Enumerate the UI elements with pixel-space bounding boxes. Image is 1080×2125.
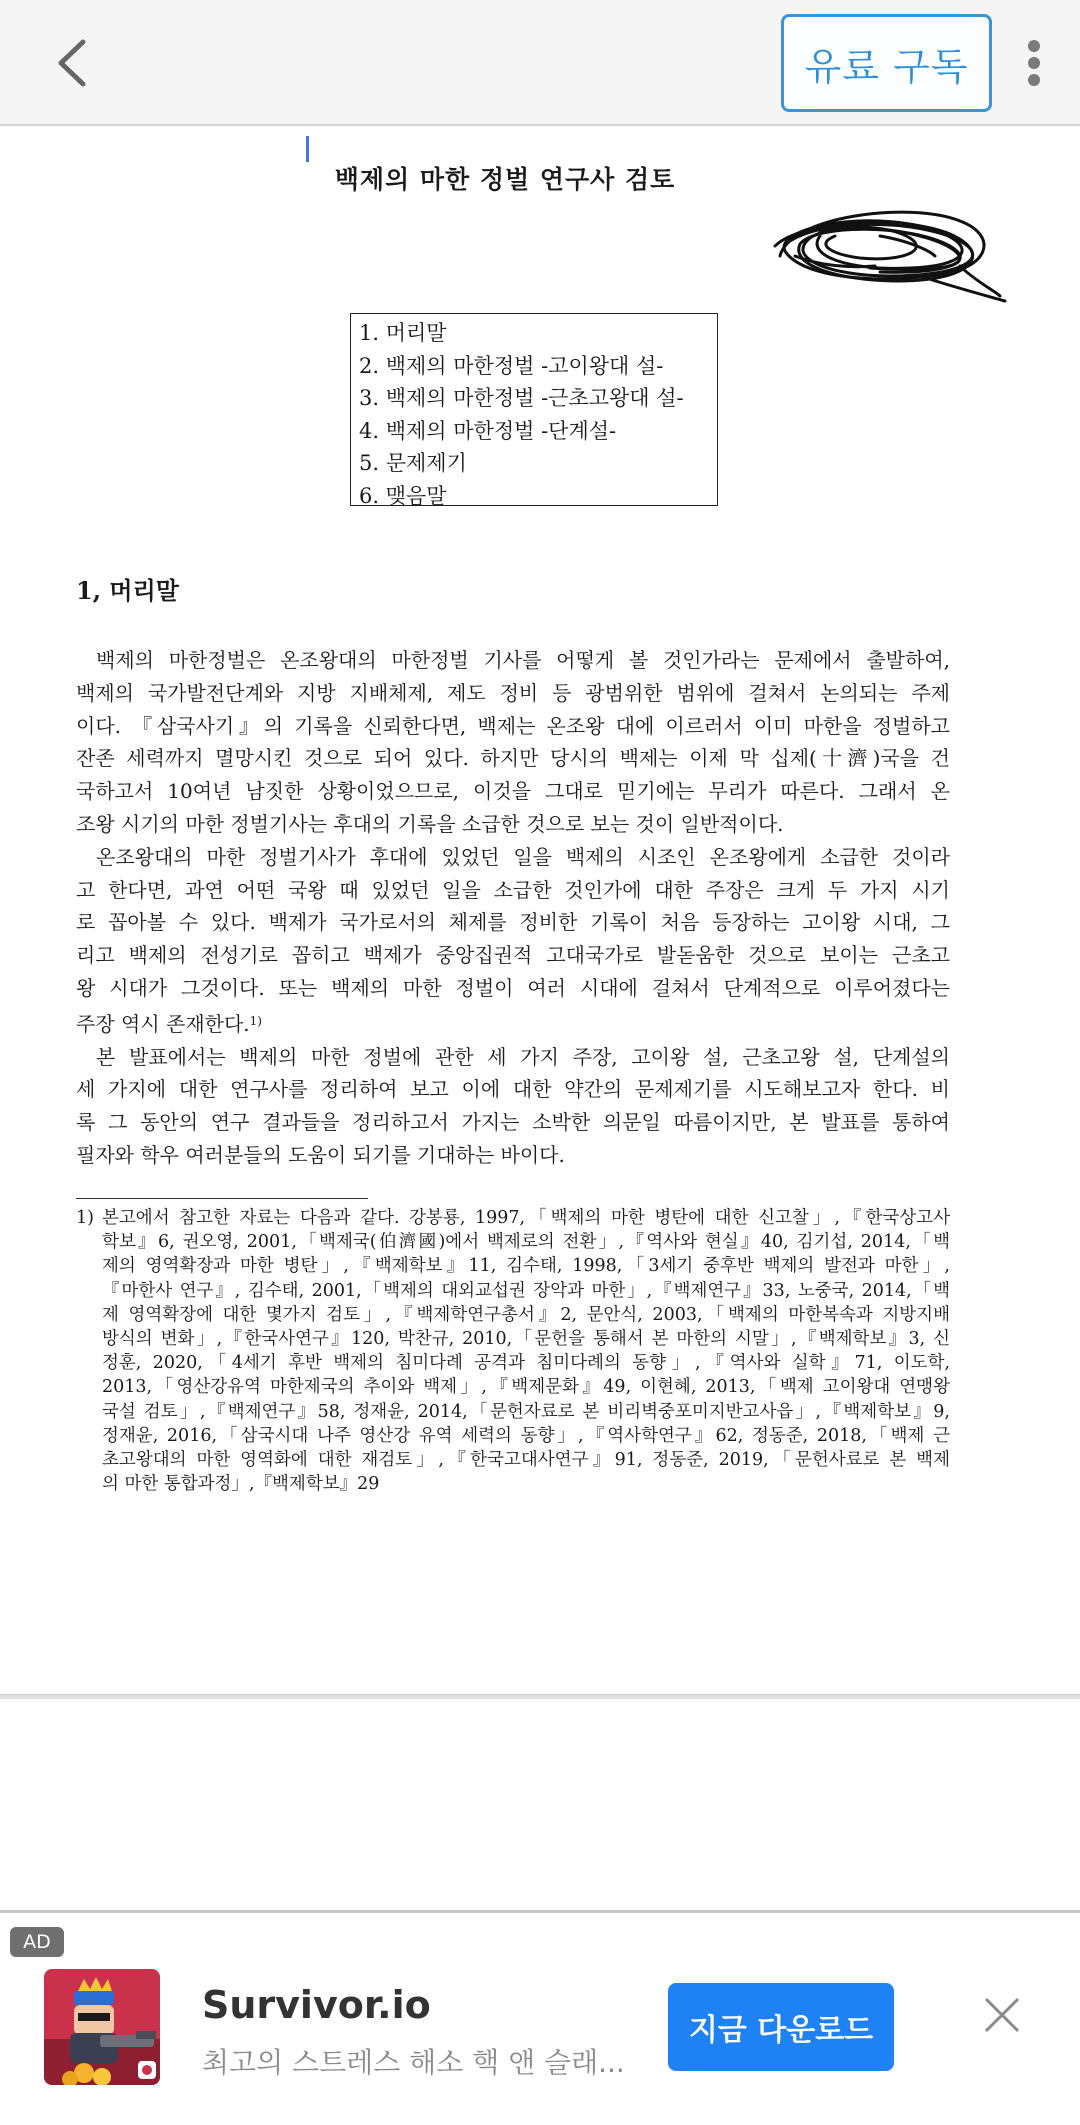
close-icon [982,1995,1022,2035]
body-line: 필자와 학우 여러분들의 도움이 되기를 기대하는 바이다. [76,1142,565,1167]
more-dot [1028,57,1040,69]
footnote-line: 정재윤, 2016,「삼국시대 나주 영산강 유역 세력의 동향」,『역사학연구』62, 정동준, 2018,「백제 근 [102,1425,950,1446]
body-line: 왕 시대가 그것이다. 또는 백제의 마한 정벌이 여러 시대에 걸쳐서 단계적으로 이루어졌다는 [76,975,950,1000]
footnote-line: 방식의 변화」,『한국사연구』120, 박찬규, 2010,「문헌을 통해서 본 마한의 시말」,『백제학보』3, 신 [102,1329,950,1350]
download-button[interactable]: 지금 다운로드 [668,1983,894,2071]
ad-description: 최고의 스트레스 해소 핵 앤 슬래... [202,2046,625,2079]
survivor-app-icon [44,1969,160,2085]
ad-close-button[interactable] [982,1995,1022,2035]
ad-banner[interactable] [0,1910,1080,2125]
footnote-line: 학보』6, 권오영, 2001,「백제국(伯濟國)에서 백제로의 전환」,『역사와 현실』40, 김기섭, 2014,「백 [102,1232,950,1253]
text-cursor [306,136,309,162]
toc-item: 3. 백제의 마한정벌 -근초고왕대 설- [359,386,684,410]
footnote [76,1206,950,1496]
footnote-line: 정훈, 2020,「4세기 후반 백제의 침미다례 공격과 침미다례의 동향」,『역사와 실학』71, 이도학, [102,1353,950,1374]
chevron-left-icon [51,36,91,90]
footnote-line: 의 마한 통합과정」,『백제학보』29 [102,1474,380,1495]
toc-item: 2. 백제의 마한정벌 -고이왕대 설- [359,353,664,378]
app-icon[interactable] [44,1969,160,2085]
body-line: 백제의 국가발전단계와 지방 지배체제, 제도 정비 등 광범위한 범위에 걸쳐서 논의되는 주제 [76,680,950,705]
document-page[interactable] [0,128,1080,1696]
body-line: 세 가지에 대한 연구사를 정리하여 보고 이에 대한 약간의 문제제기를 시도해보고자 한다. 비 [76,1077,950,1102]
back-button[interactable] [44,36,98,90]
footnote-divider [76,1198,368,1199]
footnote-number: 1) [76,1208,94,1228]
body-line [76,1005,950,1041]
footnote-line: 초고왕대의 마한 영역화에 대한 재검토」,『한국고대사연구』91, 정동준, 2019,「문헌사료로 본 백제 [102,1450,950,1471]
body-line: 고 한다면, 과연 어떤 국왕 때 있었던 일을 소급한 것인가에 대한 주장은 크게 두 가지 시기 [76,877,950,902]
body-line: 록 그 동안의 연구 결과들을 정리하고서 가지는 소박한 의문일 따름이지만, 본 발표를 통하여 [76,1110,950,1135]
subscribe-button[interactable]: 유료 구독 [781,14,992,112]
table-of-contents [350,313,718,506]
more-options-button[interactable] [1014,36,1054,90]
body-line-text: 주장 역시 존재한다. [76,1011,250,1036]
toc-item: 6. 맺음말 [359,483,447,508]
more-vertical-icon [1028,40,1040,52]
toc-item: 5. 문제제기 [359,451,467,475]
footnote-line: 제 영역확장에 대한 몇가지 검토」,『백제학연구총서』2, 문안식, 2003,「백제의 마한복속과 지방지배 [102,1304,950,1325]
body-line: 로 꼽아볼 수 있다. 백제가 국가로서의 체제를 정비한 기록이 처음 등장하는 고이왕 시대, 그 [76,910,950,935]
document-title: 백제의 마한 정벌 연구사 검토 [334,165,676,194]
ad-badge: AD [10,1927,64,1957]
body-text [76,644,950,1172]
more-dot [1028,74,1040,86]
footnote-text: 본고에서 참고한 자료는 다음과 같다. 강봉룡, 1997,「백제의 마한 병탄에 대한 신고찰」,『한국상고사 [102,1208,950,1228]
app-toolbar [0,0,1080,126]
page-separator [0,1694,1080,1699]
body-line: 국하고서 10여년 남짓한 상황이었으므로, 이것을 그대로 믿기에는 무리가 따른다. 그래서 온 [76,779,950,804]
toc-item: 4. 백제의 마한정벌 -단계설- [359,418,617,443]
body-line: 백제의 마한정벌은 온조왕대의 마한정벌 기사를 어떻게 볼 것인가라는 문제에서 출발하여, [96,648,950,672]
footnote-line: 국설 검토」,『백제연구』58, 정재윤, 2014,「문헌자료로 본 비리벽중포미지반고사읍」,『백제학보』9, [102,1401,950,1422]
scribble-redaction [760,196,1010,306]
toc-item: 1. 머리말 [359,321,447,345]
footnote-marker[interactable]: 1) [249,1013,262,1028]
body-line: 온조왕대의 마한 정벌기사가 후대에 있었던 일을 백제의 시조인 온조왕에게 소급한 것이라 [96,844,950,869]
footnote-line: 2013,「영산강유역 마한제국의 추이와 백제」,『백제문화』49, 이현혜, 2013,「백제 고이왕대 연맹왕 [102,1377,950,1398]
footnote-line [76,1206,950,1230]
ad-app-name: Survivor.io [202,1983,431,2027]
body-line: 본 발표에서는 백제의 마한 정벌에 관한 세 가지 주장, 고이왕 설, 근초고왕 설, 단계설의 [96,1044,950,1069]
body-line: 조왕 시기의 마한 정벌기사는 후대의 기록을 소급한 것으로 보는 것이 일반적이다. [76,811,784,836]
body-line: 잔존 세력까지 멸망시킨 것으로 되어 있다. 하지만 당시의 백제는 이제 막 십제(十濟)국을 건 [76,746,950,771]
body-line: 리고 백제의 전성기로 꼽히고 백제가 중앙집권적 고대국가로 발돋움한 것으로 보이는 근초고 [76,943,950,968]
body-line: 이다. 『삼국사기』의 기록을 신뢰한다면, 백제는 온조왕 대에 이르러서 이미 마한을 정벌하고 [76,713,950,738]
footnote-line: 『마한사 연구』, 김수태, 2001,「백제의 대외교섭권 장악과 마한」,『백제연구』33, 노중국, 2014,「백 [102,1280,950,1301]
section-heading: 1, 머리말 [76,576,179,605]
footnote-line: 제의 영역확장과 마한 병탄」,『백제학보』11, 김수태, 1998,「3세기 중후반 백제의 발전과 마한」, [102,1256,950,1277]
